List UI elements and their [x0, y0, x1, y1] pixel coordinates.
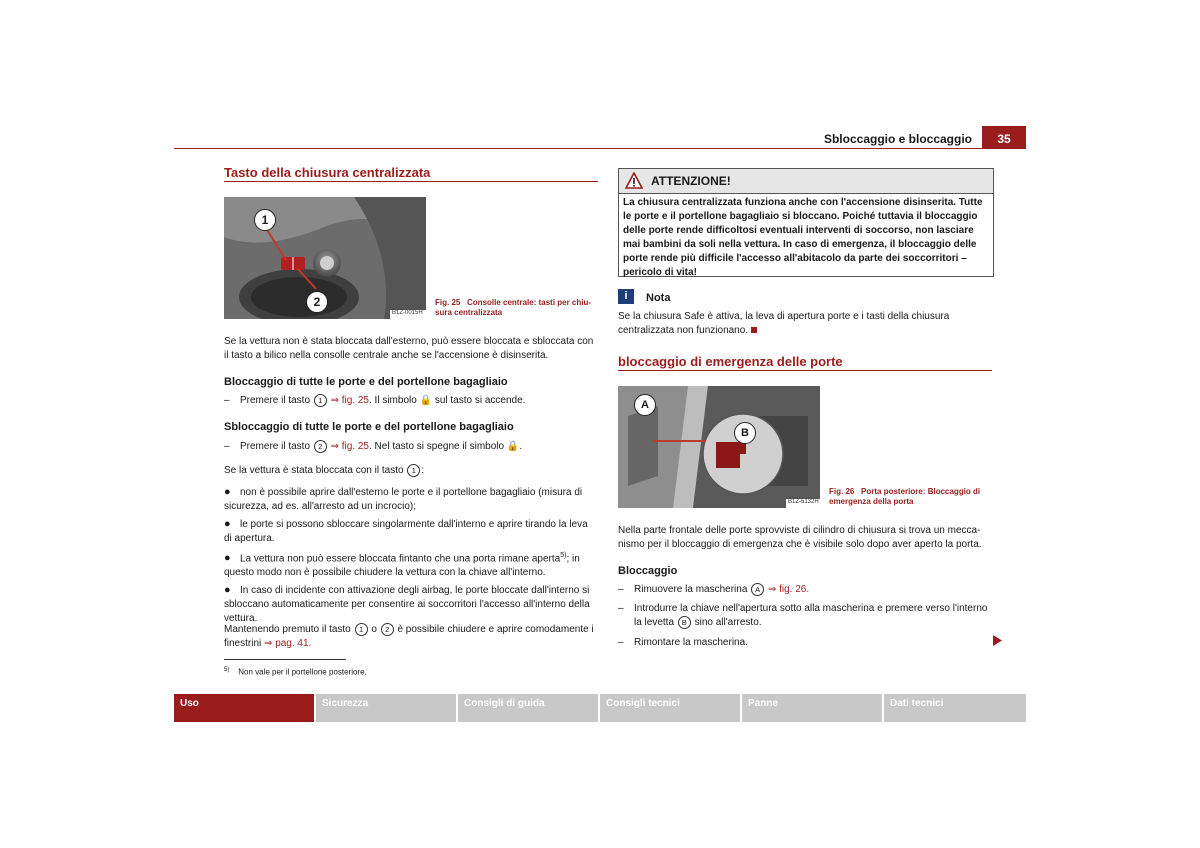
caption-number: Fig. 26: [829, 487, 855, 496]
callout-b: B: [734, 422, 756, 444]
callout-a-ref: A: [751, 583, 764, 596]
bloccaggio-heading: Bloccaggio: [618, 565, 678, 577]
footnote-ref[interactable]: 5): [560, 552, 567, 559]
end-mark-icon: [751, 327, 757, 333]
step-2-text: [634, 602, 992, 630]
figure-26-caption: [829, 487, 995, 507]
unlock-step: – Premere il tasto 2 ⇒ fig. 25. Nel tasto si spegne il simbolo 🔒.: [224, 441, 523, 453]
nav-tab-sicurezza[interactable]: Sicurezza: [316, 694, 456, 722]
figure-25-caption: [435, 298, 599, 318]
caption-text: Porta posteriore: Bloccaggio di emergenza della porta: [829, 487, 981, 506]
footnote-rule: [224, 659, 346, 660]
lock-symbol-icon: 🔒: [419, 395, 433, 407]
page-number: 35: [982, 126, 1026, 149]
caption-number: Fig. 25: [435, 298, 461, 307]
info-icon: i: [618, 289, 634, 304]
lock-step-text: Premere il tasto: [240, 395, 311, 407]
locked-intro-text: Se la vettura è stata bloccata con il tasto: [224, 465, 404, 477]
step-3: – Rimontare la mascherina.: [618, 637, 748, 648]
step-2: – Introdurre la chiave nell'apertura sotto alla mascherina e premere verso l'interno la levetta B sino all'arresto.: [618, 602, 992, 630]
key-1-ref: 1: [407, 464, 420, 477]
list-item: ● non è possibile aprire dall'esterno le porte e il portellone bagagliaio (misura di sicurezza, ad es. all'arresto ad un incrocio);: [224, 486, 583, 512]
next-page-arrow-icon[interactable]: [993, 635, 1002, 646]
key-2-ref: 2: [314, 440, 327, 453]
page-41-link[interactable]: ⇒ pag. 41.: [264, 638, 312, 650]
step-2-pre: Introdurre la chiave nell'apertura sotto alla mascherina e premere verso l'interno la levetta: [634, 603, 988, 629]
unlock-heading: Sbloccaggio di tutte le porte e del portellone bagagliaio: [224, 421, 514, 433]
unlock-step-post2: .: [519, 441, 523, 453]
callout-b-ref: B: [678, 616, 691, 629]
step-1-text: Rimuovere la mascherina: [634, 584, 748, 596]
figure-door-emergency-lock: [618, 386, 820, 508]
list-item-text: La vettura non può essere bloccata fintanto che una porta rimane aperta: [240, 553, 561, 565]
fig-25-link[interactable]: ⇒ fig. 25: [330, 395, 369, 407]
warning-title: ATTENZIONE!: [651, 174, 731, 188]
nav-tab-panne[interactable]: Panne: [742, 694, 882, 722]
list-item-text: In caso di incidente con attivazione degli airbag, le porte bloccate dall'interno si sbloccano automaticamente per consentire ai soccorritori l'accesso all'interno della vettura.: [224, 585, 590, 625]
key-2-ref: 2: [381, 623, 394, 636]
lock-step-post: . Il simbolo: [369, 395, 417, 407]
locked-intro: [224, 464, 598, 478]
section-title-emergency-lock: bloccaggio di emergenza delle porte: [618, 354, 843, 369]
warning-text: La chiusura centralizzata funziona anche con l'accensione disinserita. Tutte le porte e il portellone bagagliaio si bloccano. Poiché tuttavia il bloccaggio delle porte rende difficoltosi eventuali interventi di soccorso, non lasciare mai bambini da soli nella vettura. In caso di emergenza, il bloccaggio delle porte rende più difficile l'accesso all'abitacolo da parte dei soccorritori – pericolo di vita!: [623, 197, 983, 278]
list-item-text: le porte si possono sbloccare singolarmente dall'interno e aprire tirando la leva di apertura.: [224, 519, 588, 544]
intro-paragraph: Se la vettura non è stata bloccata dall'esterno, può essere bloccata e sbloccata con il tasto a bilico nella consolle centrale anche se l'accensione è disinserita.: [224, 336, 594, 361]
section-rule: [618, 370, 992, 371]
bullet-list: [224, 485, 590, 626]
note-text: [618, 310, 992, 338]
warning-box: [618, 168, 994, 277]
figure-console-buttons: [224, 197, 426, 319]
closing-mid: o: [371, 624, 377, 636]
list-item-text: non è possibile aprire dall'esterno le porte e il portellone bagagliaio (misura di sicurezza, ad es. all'arresto ad un incrocio);: [224, 487, 583, 512]
callout-a: A: [634, 394, 656, 416]
key-1-ref: 1: [314, 394, 327, 407]
lock-symbol-icon: 🔒: [506, 441, 520, 453]
section-title-central-locking: Tasto della chiusura centralizzata: [224, 165, 431, 180]
warning-header: [619, 169, 993, 194]
closing-paragraph: [224, 623, 598, 651]
caption-text: Consolle centrale: tasti per chiu-sura centralizzata: [435, 298, 592, 317]
lock-step: – Premere il tasto 1 ⇒ fig. 25. Il simbolo 🔒 sul tasto si accende.: [224, 395, 526, 407]
nav-tab-dati-tecnici[interactable]: Dati tecnici: [884, 694, 1026, 722]
key-1-ref: 1: [355, 623, 368, 636]
footnote: [224, 667, 367, 677]
callout-2: 2: [306, 291, 328, 313]
footnote-text: Non vale per il portellone posteriore.: [238, 667, 367, 677]
nav-tab-uso[interactable]: Uso: [174, 694, 314, 722]
emergency-intro: Nella parte frontale delle porte sprovviste di cilindro di chiusura si trova un mecca-nismo per il bloccaggio di emergenza che è visibile solo dopo aver aperto la porta.: [618, 525, 982, 550]
header-rule: [174, 148, 1026, 149]
running-header-title: Sbloccaggio e bloccaggio: [823, 132, 972, 146]
list-item: ● La vettura non può essere bloccata fintanto che una porta rimane aperta$^{5)}$; in questo modo non è possibile chiudere la vettura con la chiave all'interno.: [224, 552, 580, 579]
list-item: ● le porte si possono sbloccare singolarmente dall'interno e aprire tirando la leva di apertura.: [224, 518, 588, 544]
step-3-text: Rimontare la mascherina.: [634, 637, 748, 648]
closing-pre: Mantenendo premuto il tasto: [224, 624, 351, 636]
list-item-text: ; in questo modo non è possibile chiudere la vettura con la chiave all'interno.: [224, 553, 580, 579]
locked-intro-post: :: [421, 465, 425, 477]
figure-code: B1Z-0015H: [392, 310, 423, 316]
step-2-post: sino all'arresto.: [694, 617, 762, 629]
fig-25-link[interactable]: ⇒ fig. 25: [330, 441, 369, 453]
list-item: ● In caso di incidente con attivazione degli airbag, le porte bloccate dall'interno si sbloccano automaticamente per consentire ai soccorritori l'accesso all'interno della vettura.: [224, 584, 590, 625]
note-body: Se la chiusura Safe è attiva, la leva di apertura porte e i tasti della chiusura centralizzata non funzionano.: [618, 311, 950, 336]
nav-tab-consigli-tecnici[interactable]: Consigli tecnici: [600, 694, 740, 722]
footnote-number: 5): [224, 667, 230, 673]
section-rule: [224, 181, 598, 182]
closing-post: è possibile chiudere e aprire comodamente i finestrini: [224, 624, 594, 650]
note-title: Nota: [646, 292, 671, 304]
warning-triangle-icon: [625, 172, 643, 189]
figure-code: B1Z-5132H: [788, 499, 819, 505]
lock-step-post2: sul tasto si accende.: [434, 395, 526, 407]
unlock-step-text: Premere il tasto: [240, 441, 311, 453]
callout-1: 1: [254, 209, 276, 231]
fig-26-link[interactable]: ⇒ fig. 26.: [767, 584, 810, 596]
step-1: – Rimuovere la mascherina A ⇒ fig. 26.: [618, 584, 810, 596]
lock-heading: Bloccaggio di tutte le porte e del portellone bagagliaio: [224, 376, 508, 388]
unlock-step-post: . Nel tasto si spegne il simbolo: [369, 441, 505, 453]
nav-tab-consigli-guida[interactable]: Consigli di guida: [458, 694, 598, 722]
